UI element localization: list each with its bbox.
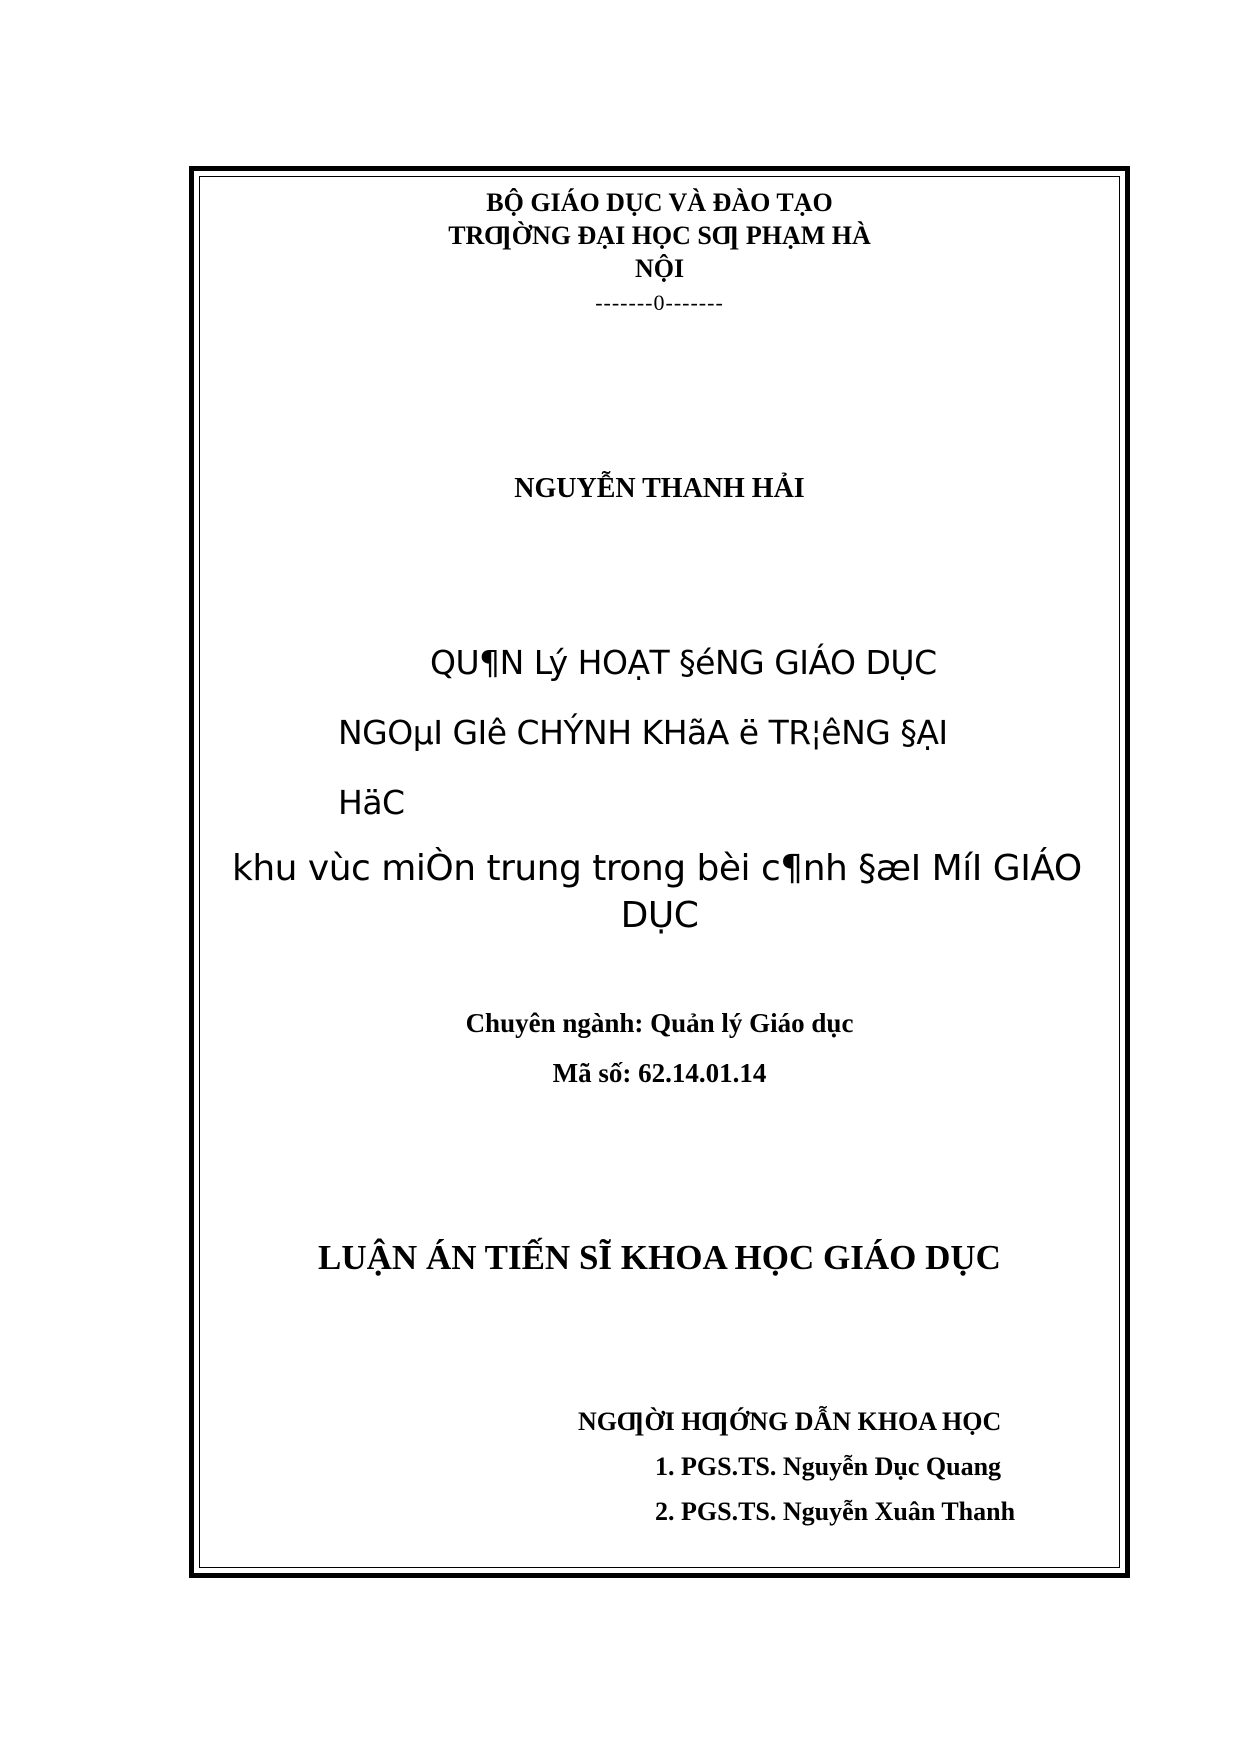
university-name-line1: TRƢỜNG ĐẠI HỌC SƢ PHẠM HÀ	[448, 221, 871, 250]
title-line-1: QU¶N Lý HOẠT §éNG GIÁO DỤC	[430, 643, 937, 682]
title-line-2: NGOµI GIê CHÝNH KHãA ë TR¦êNG §ẠI	[338, 713, 948, 752]
university-name-line2: NỘI	[634, 254, 685, 283]
supervisor-1: 1. PGS.TS. Nguyễn Dục Quang	[655, 1452, 1002, 1481]
title-line-5: DỤC	[620, 895, 699, 936]
ministry-name: BỘ GIÁO DỤC VÀ ĐÀO TẠO	[486, 188, 833, 217]
supervisor-2: 2. PGS.TS. Nguyễn Xuân Thanh	[655, 1497, 1016, 1526]
specialization: Chuyên ngành: Quản lý Giáo dục	[465, 1008, 854, 1038]
supervisors-heading: NGƢỜI HƢỚNG DẪN KHOA HỌC	[578, 1407, 1002, 1436]
title-line-3: HäC	[338, 783, 405, 822]
program-code: Mã số: 62.14.01.14	[552, 1058, 767, 1088]
header-separator: -------0-------	[595, 290, 724, 315]
author-name: NGUYỄN THANH HẢI	[514, 473, 805, 504]
title-line-4: khu vùc miÒn trung trong bèi c¶nh §æI MíI GIÁO	[232, 848, 1082, 889]
thesis-type: LUẬN ÁN TIẾN SĨ KHOA HỌC GIÁO DỤC	[318, 1238, 1001, 1277]
